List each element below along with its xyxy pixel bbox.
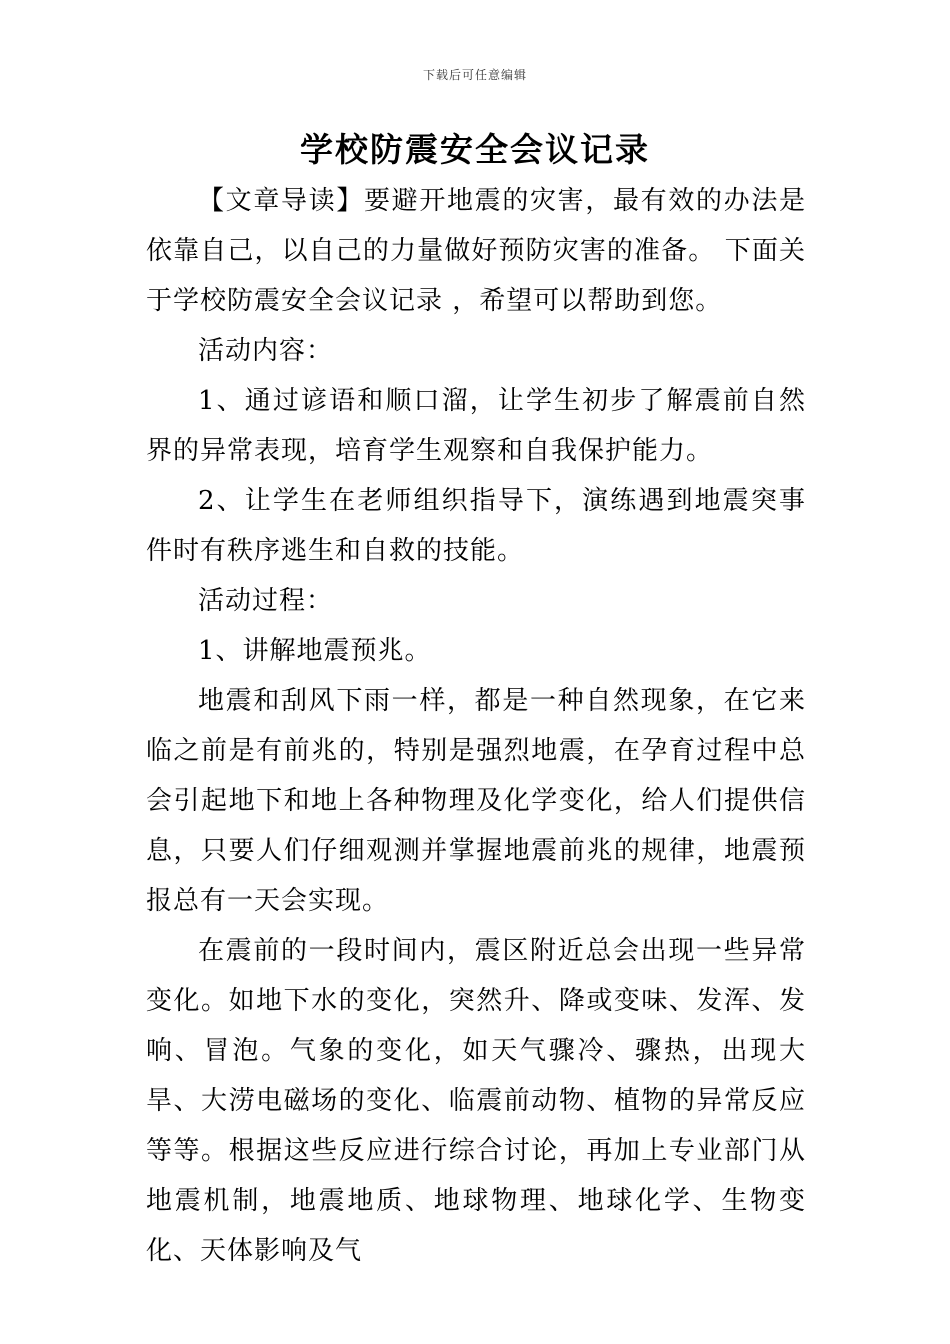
document-body xyxy=(146,176,806,1276)
paragraph-activity-process-heading: 活动过程： xyxy=(198,586,334,616)
paragraph-activity-content-heading: 活动内容： xyxy=(198,336,334,366)
paragraph-earthquake-precursors: 地震和刮风下雨一样，都是一种自然现象，在它来临之前是有前兆的，特别是强烈地震，在孕育过程中总会引起地下和地上各种物理及化学变化，给人们提供信息，只要人们仔细观测并掌握地震前兆的规律，地震预报总有一天会实现。 xyxy=(146,686,806,916)
paragraph-content-item-1: 1、通过谚语和顺口溜，让学生初步了解震前自然界的异常表现，培育学生观察和自我保护能力。 xyxy=(146,386,806,466)
paragraph-intro: 【文章导读】要避开地震的灾害，最有效的办法是依靠自己，以自己的力量做好预防灾害的准备。 下面关于学校防震安全会议记录 ，希望可以帮助到您。 xyxy=(146,186,806,316)
header-note: 下载后可任意编辑 xyxy=(422,68,527,82)
document-title: 学校防震安全会议记录 xyxy=(300,130,650,169)
paragraph-content-item-2: 2、让学生在老师组织指导下，演练遇到地震突事件时有秩序逃生和自救的技能。 xyxy=(146,486,806,566)
paragraph-abnormal-changes: 在震前的一段时间内，震区附近总会出现一些异常变化。如地下水的变化，突然升、降或变味、发浑、发响、冒泡。气象的变化，如天气骤冷、骤热，出现大旱、大涝电磁场的变化、临震前动物、植物的异常反应等等。根据这些反应进行综合讨论，再加上专业部门从地震机制，地震地质、地球物理、地球化学、生物变化、天体影响及气 xyxy=(146,936,806,1266)
paragraph-process-item-1: 1、讲解地震预兆。 xyxy=(198,636,432,666)
